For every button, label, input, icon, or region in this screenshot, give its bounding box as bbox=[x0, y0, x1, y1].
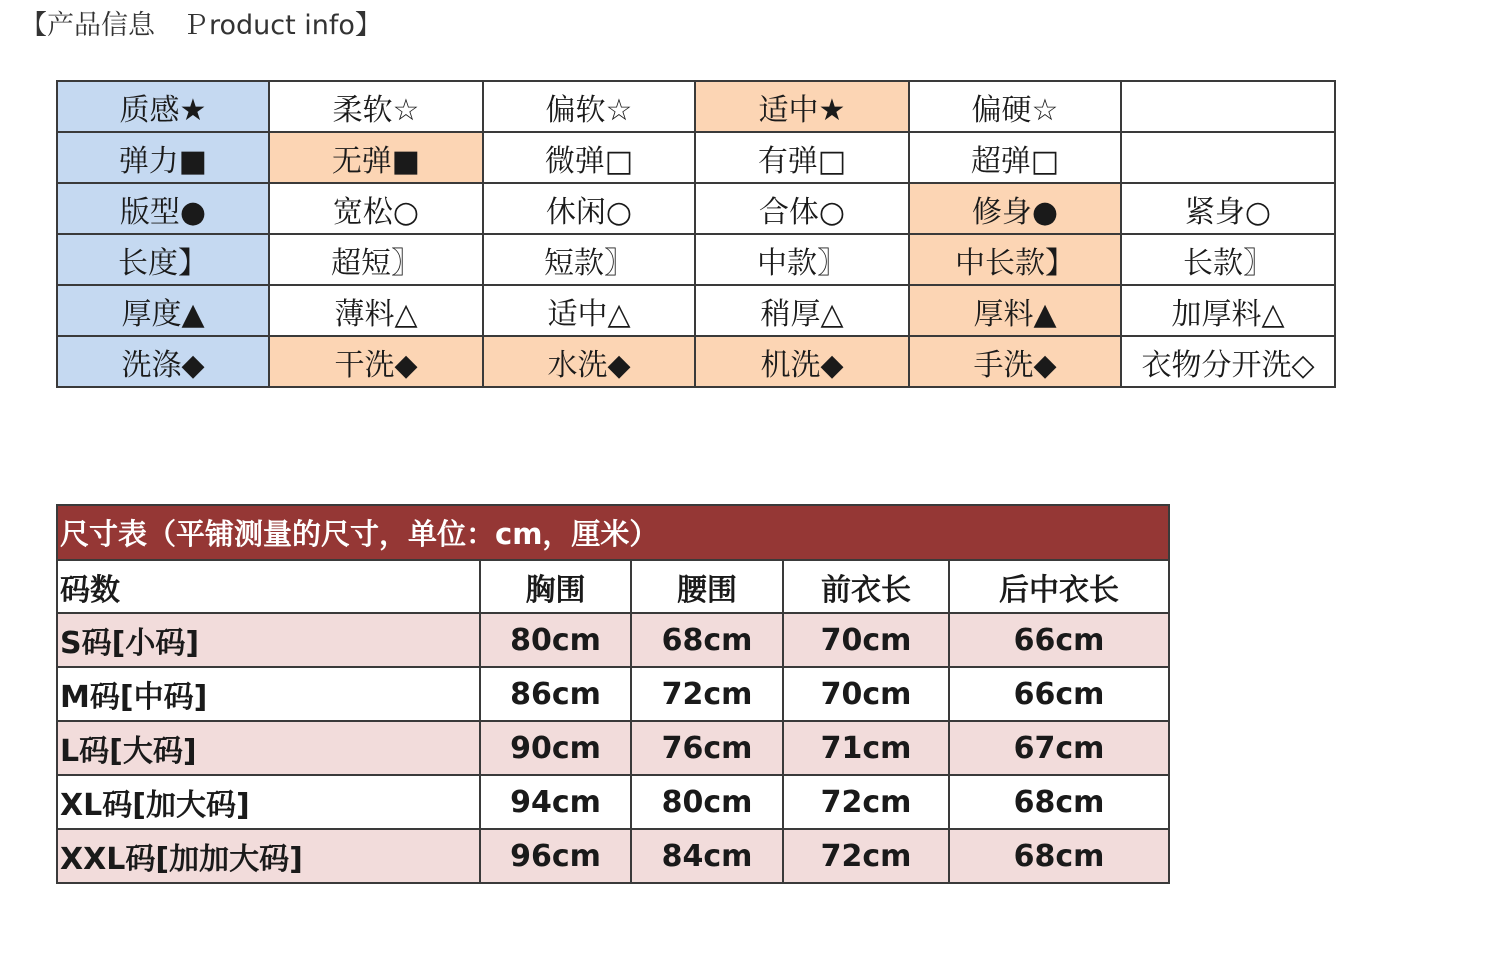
attribute-option: 合体○ bbox=[695, 183, 909, 234]
measurement-cell: 86cm bbox=[480, 667, 631, 721]
column-header: 前衣长 bbox=[783, 560, 949, 613]
attribute-option: 柔软☆ bbox=[269, 81, 483, 132]
size-label: S码[小码] bbox=[57, 613, 480, 667]
attribute-option: 休闲○ bbox=[483, 183, 695, 234]
attribute-option: 紧身○ bbox=[1121, 183, 1335, 234]
size-label: XXL码[加加大码] bbox=[57, 829, 480, 883]
attribute-label: 版型● bbox=[57, 183, 269, 234]
attribute-option-selected: 适中★ bbox=[695, 81, 909, 132]
info-row bbox=[57, 285, 1335, 336]
attribute-option-selected: 中长款】 bbox=[909, 234, 1121, 285]
size-header-row bbox=[57, 560, 1169, 613]
attribute-option: 中款〗 bbox=[695, 234, 909, 285]
measurement-cell: 94cm bbox=[480, 775, 631, 829]
column-header: 腰围 bbox=[631, 560, 783, 613]
size-label: L码[大码] bbox=[57, 721, 480, 775]
measurement-cell: 96cm bbox=[480, 829, 631, 883]
measurement-cell: 72cm bbox=[783, 775, 949, 829]
size-row bbox=[57, 721, 1169, 775]
column-header: 码数 bbox=[57, 560, 480, 613]
attribute-label: 质感★ bbox=[57, 81, 269, 132]
size-row bbox=[57, 613, 1169, 667]
attribute-option: 加厚料△ bbox=[1121, 285, 1335, 336]
size-row bbox=[57, 667, 1169, 721]
measurement-cell: 67cm bbox=[949, 721, 1169, 775]
attribute-option: 长款〗 bbox=[1121, 234, 1335, 285]
size-label: M码[中码] bbox=[57, 667, 480, 721]
attribute-option bbox=[1121, 81, 1335, 132]
attribute-option: 偏硬☆ bbox=[909, 81, 1121, 132]
attribute-option: 适中△ bbox=[483, 285, 695, 336]
attribute-label: 厚度▲ bbox=[57, 285, 269, 336]
attribute-option-selected: 无弹■ bbox=[269, 132, 483, 183]
column-header: 胸围 bbox=[480, 560, 631, 613]
measurement-cell: 68cm bbox=[631, 613, 783, 667]
measurement-cell: 66cm bbox=[949, 613, 1169, 667]
attribute-option: 短款〗 bbox=[483, 234, 695, 285]
attribute-option: 超弹□ bbox=[909, 132, 1121, 183]
attribute-option: 超短〗 bbox=[269, 234, 483, 285]
size-row bbox=[57, 829, 1169, 883]
column-header: 后中衣长 bbox=[949, 560, 1169, 613]
section-heading: 【产品信息 Ｐroduct info】 bbox=[20, 10, 382, 41]
measurement-cell: 66cm bbox=[949, 667, 1169, 721]
info-row bbox=[57, 234, 1335, 285]
attribute-option bbox=[1121, 132, 1335, 183]
measurement-cell: 70cm bbox=[783, 613, 949, 667]
info-row bbox=[57, 183, 1335, 234]
measurement-cell: 72cm bbox=[783, 829, 949, 883]
info-row bbox=[57, 81, 1335, 132]
measurement-cell: 72cm bbox=[631, 667, 783, 721]
attribute-option: 微弹□ bbox=[483, 132, 695, 183]
attribute-option: 稍厚△ bbox=[695, 285, 909, 336]
attribute-label: 长度】 bbox=[57, 234, 269, 285]
size-chart-title: 尺寸表（平铺测量的尺寸，单位：cm，厘米） bbox=[57, 505, 1169, 560]
measurement-cell: 90cm bbox=[480, 721, 631, 775]
size-chart-table bbox=[56, 504, 1170, 884]
attribute-option-selected: 机洗◆ bbox=[695, 336, 909, 387]
measurement-cell: 70cm bbox=[783, 667, 949, 721]
attribute-option-selected: 修身● bbox=[909, 183, 1121, 234]
measurement-cell: 71cm bbox=[783, 721, 949, 775]
measurement-cell: 80cm bbox=[631, 775, 783, 829]
attribute-option: 有弹□ bbox=[695, 132, 909, 183]
measurement-cell: 68cm bbox=[949, 775, 1169, 829]
attribute-label: 洗涤◆ bbox=[57, 336, 269, 387]
info-row bbox=[57, 336, 1335, 387]
measurement-cell: 68cm bbox=[949, 829, 1169, 883]
attribute-option: 偏软☆ bbox=[483, 81, 695, 132]
attribute-option: 宽松○ bbox=[269, 183, 483, 234]
attribute-option-selected: 厚料▲ bbox=[909, 285, 1121, 336]
measurement-cell: 84cm bbox=[631, 829, 783, 883]
attribute-option-selected: 手洗◆ bbox=[909, 336, 1121, 387]
attribute-option-selected: 干洗◆ bbox=[269, 336, 483, 387]
measurement-cell: 76cm bbox=[631, 721, 783, 775]
measurement-cell: 80cm bbox=[480, 613, 631, 667]
attribute-option-selected: 水洗◆ bbox=[483, 336, 695, 387]
attribute-label: 弹力■ bbox=[57, 132, 269, 183]
attribute-option: 薄料△ bbox=[269, 285, 483, 336]
product-info-table bbox=[56, 80, 1336, 388]
attribute-option: 衣物分开洗◇ bbox=[1121, 336, 1335, 387]
size-row bbox=[57, 775, 1169, 829]
size-label: XL码[加大码] bbox=[57, 775, 480, 829]
info-row bbox=[57, 132, 1335, 183]
